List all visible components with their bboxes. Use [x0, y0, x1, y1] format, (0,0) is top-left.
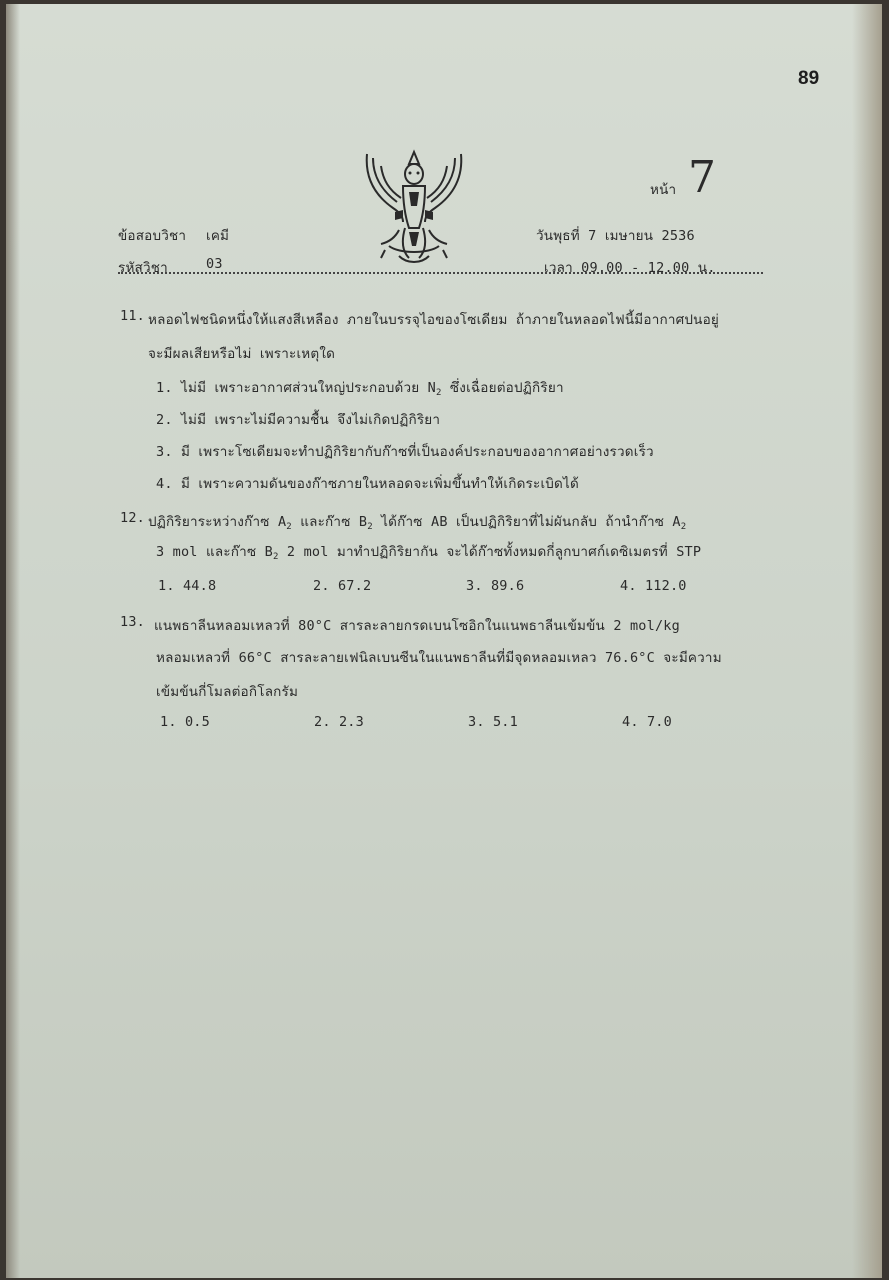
page-label: หน้า [650, 182, 677, 198]
subscript: 2 [272, 552, 279, 562]
q12-text: ได้ก๊าซ AB เป็นปฏิกิริยาที่ไม่ผันกลับ ถ้านำก๊าซ A [372, 514, 681, 530]
question-13-line1: แนพธาลีนหลอมเหลวที่ 80°C สารละลายกรดเบนโซอิกในแนพธาลีนเข้มข้น 2 mol/kg [154, 618, 680, 634]
question-11-line1: หลอดไฟชนิดหนึ่งให้แสงสีเหลือง ภายในบรรจุไอของโซเดียม ถ้าภายในหลอดไฟนี้มีอากาศปนอยู่ [148, 312, 720, 328]
question-11-choice-2: 2. ไม่มี เพราะไม่มีความชื้น จึงไม่เกิดปฏิกิริยา [156, 412, 441, 428]
question-13-line2: หลอมเหลวที่ 66°C สารละลายเฟนิลเบนซีนในแนพธาลีนที่มีจุดหลอมเหลว 76.6°C จะมีความ [156, 650, 722, 666]
subscript: 2 [367, 522, 373, 532]
exam-page [6, 4, 882, 1278]
question-11-choice-4: 4. มี เพราะความดันของก๊าซภายในหลอดจะเพิ่มขึ้นทำให้เกิดระเบิดได้ [156, 476, 579, 492]
question-12-line2 [156, 540, 701, 562]
question-13-number: 13. [120, 614, 145, 630]
code-value: 03 [206, 256, 223, 272]
question-13-choice-2: 2. 2.3 [314, 714, 364, 730]
subject-label: ข้อสอบวิชา [118, 228, 187, 244]
question-13-choice-4: 4. 7.0 [622, 714, 672, 730]
code-label: รหัสวิชา [118, 260, 168, 276]
question-12-choice-2: 2. 67.2 [313, 578, 372, 594]
exam-time: เวลา 09.00 - 12.00 น. [544, 260, 716, 276]
q12-text: 3 mol และก๊าซ B [156, 544, 273, 560]
subscript: 2 [286, 522, 292, 532]
question-13-choice-1: 1. 0.5 [160, 714, 210, 730]
page-no: 7 [688, 152, 716, 203]
garuda-emblem-icon [359, 146, 469, 266]
page-number: 89 [798, 68, 820, 89]
question-11-choice-1 [156, 376, 564, 398]
question-12-choice-1: 1. 44.8 [158, 578, 217, 594]
question-11-line2: จะมีผลเสียหรือไม่ เพราะเหตุใด [148, 346, 336, 362]
q12-text: 2 mol มาทำปฏิกิริยากัน จะได้ก๊าซทั้งหมดกี่ลูกบาศก์เดซิเมตรที่ STP [278, 544, 702, 560]
subscript: 2 [435, 388, 442, 398]
question-12-choice-3: 3. 89.6 [466, 578, 525, 594]
q12-text: และก๊าซ B [291, 514, 368, 530]
subject-value: เคมี [206, 228, 230, 244]
question-12-choice-4: 4. 112.0 [620, 578, 687, 594]
exam-date: วันพุธที่ 7 เมษายน 2536 [536, 228, 695, 244]
subscript: 2 [680, 522, 687, 532]
question-11-choice-3: 3. มี เพราะโซเดียมจะทำปฏิกิริยากับก๊าซที่เป็นองค์ประกอบของอากาศอย่างรวดเร็ว [156, 444, 654, 460]
choice-text: ซึ่งเฉื่อยต่อปฏิกิริยา [441, 380, 564, 396]
q12-text: ปฏิกิริยาระหว่างก๊าซ A [148, 514, 287, 530]
question-13-line3: เข้มข้นกี่โมลต่อกิโลกรัม [156, 684, 299, 700]
question-12-number: 12. [120, 510, 145, 526]
header-divider [118, 272, 763, 274]
question-11-number: 11. [120, 308, 145, 324]
choice-text: 1. ไม่มี เพราะอากาศส่วนใหญ่ประกอบด้วย N [156, 380, 436, 396]
question-12-line1 [148, 510, 686, 532]
question-13-choice-3: 3. 5.1 [468, 714, 518, 730]
